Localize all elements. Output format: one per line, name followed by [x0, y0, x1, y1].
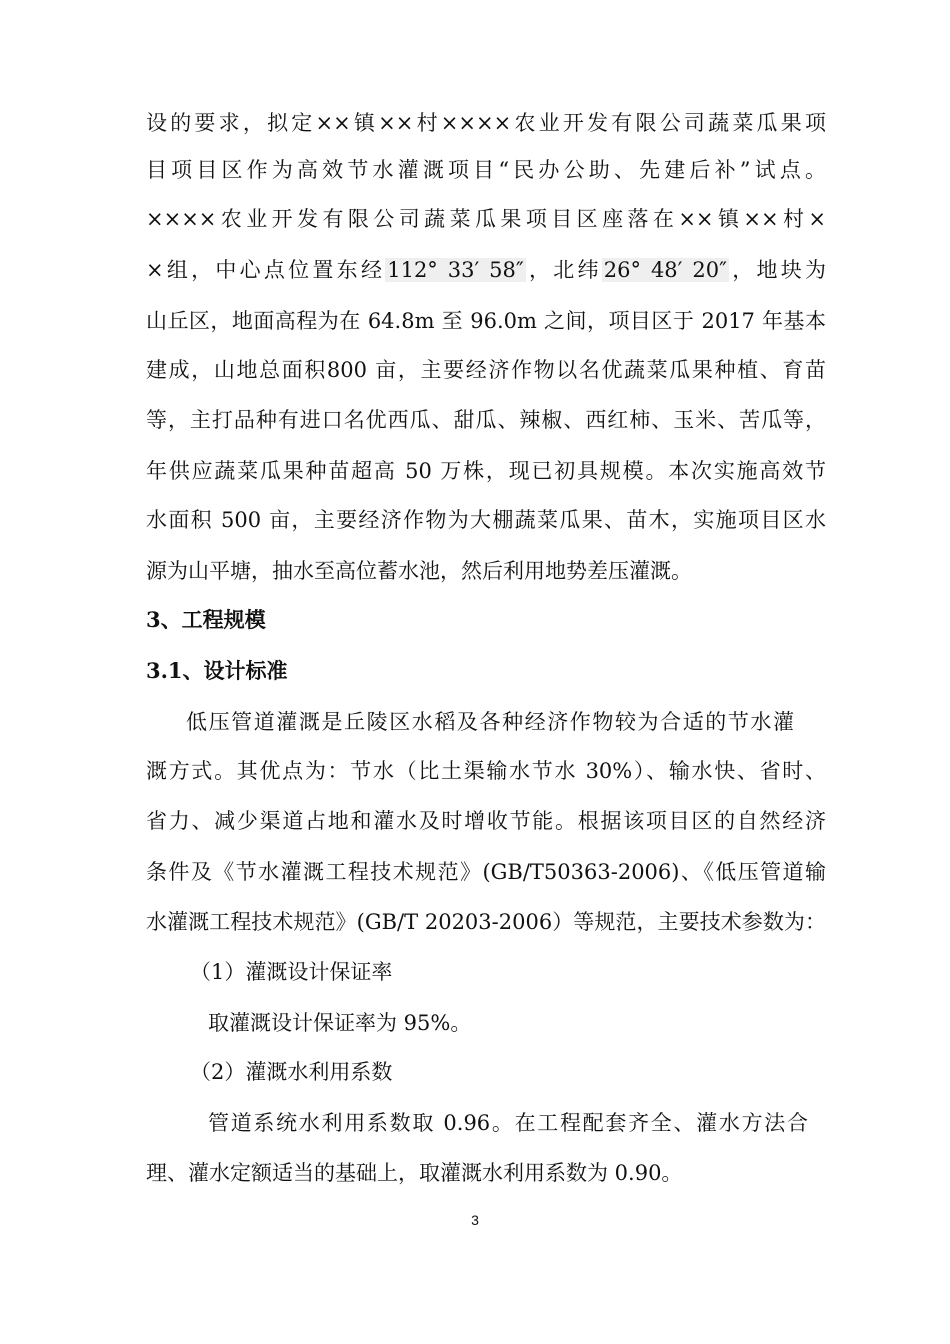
text-line: 设的要求，拟定××镇××村××××农业开发有限公司蔬菜瓜果项: [146, 111, 826, 135]
list-item-heading: （1）灌溉设计保证率: [190, 960, 393, 984]
text-line: 溉方式。其优点为：节水（比土渠输水节水 30%）、输水快、省时、: [146, 759, 826, 783]
text-line: 源为山平塘，抽水至高位蓄水池，然后利用地势差压灌溉。: [146, 559, 692, 583]
text-line: 管道系统水利用系数取 0.96。在工程配套齐全、灌水方法合: [208, 1111, 808, 1135]
section-heading: 3、工程规模: [146, 607, 266, 632]
coord-mid: ，北纬: [525, 258, 602, 282]
page-number: 3: [471, 1212, 479, 1228]
coord-prefix: ×组，中心点位置东经: [146, 258, 386, 282]
text-line: 建成，山地总面积800 亩，主要经济作物以名优蔬菜瓜果种植、育苗: [146, 358, 826, 382]
text-line: 山丘区，地面高程为在 64.8m 至 96.0m 之间，项目区于 2017 年基本: [146, 309, 826, 333]
longitude-value: 112° 33′ 58″: [387, 258, 524, 282]
text-line: 理、灌水定额适当的基础上，取灌溉水利用系数为 0.90。: [146, 1161, 683, 1185]
coord-suffix: ，地块为: [728, 258, 826, 282]
text-line: 等，主打品种有进口名优西瓜、甜瓜、辣椒、西红柿、玉米、苦瓜等，: [146, 408, 826, 432]
subsection-heading: 3.1、设计标准: [146, 658, 288, 683]
text-line: 水面积 500 亩，主要经济作物为大棚蔬菜瓜果、苗木，实施项目区水: [146, 508, 826, 532]
list-item-heading: （2）灌溉水利用系数: [190, 1060, 393, 1084]
text-line: 条件及《节水灌溉工程技术规范》(GB/T50363-2006)、《低压管道输: [146, 860, 826, 884]
text-line-coordinates: [146, 256, 826, 284]
text-line: 目项目区作为高效节水灌溉项目“民办公助、先建后补”试点。: [146, 158, 826, 182]
text-line: 年供应蔬菜瓜果种苗超高 50 万株，现已初具规模。本次实施高效节: [146, 459, 826, 483]
latitude-value: 26° 48′ 20″: [603, 258, 727, 282]
text-line: ××××农业开发有限公司蔬菜瓜果项目区座落在××镇××村×: [146, 207, 826, 231]
text-line: 省力、减少渠道占地和灌水及时增收节能。根据该项目区的自然经济: [146, 809, 826, 833]
text-line: 低压管道灌溉是丘陵区水稻及各种经济作物较为合适的节水灌: [186, 710, 794, 734]
text-line: 取灌溉设计保证率为 95%。: [208, 1011, 472, 1035]
text-line: 水灌溉工程技术规范》(GB/T 20203-2006）等规范，主要技术参数为：: [146, 910, 826, 934]
